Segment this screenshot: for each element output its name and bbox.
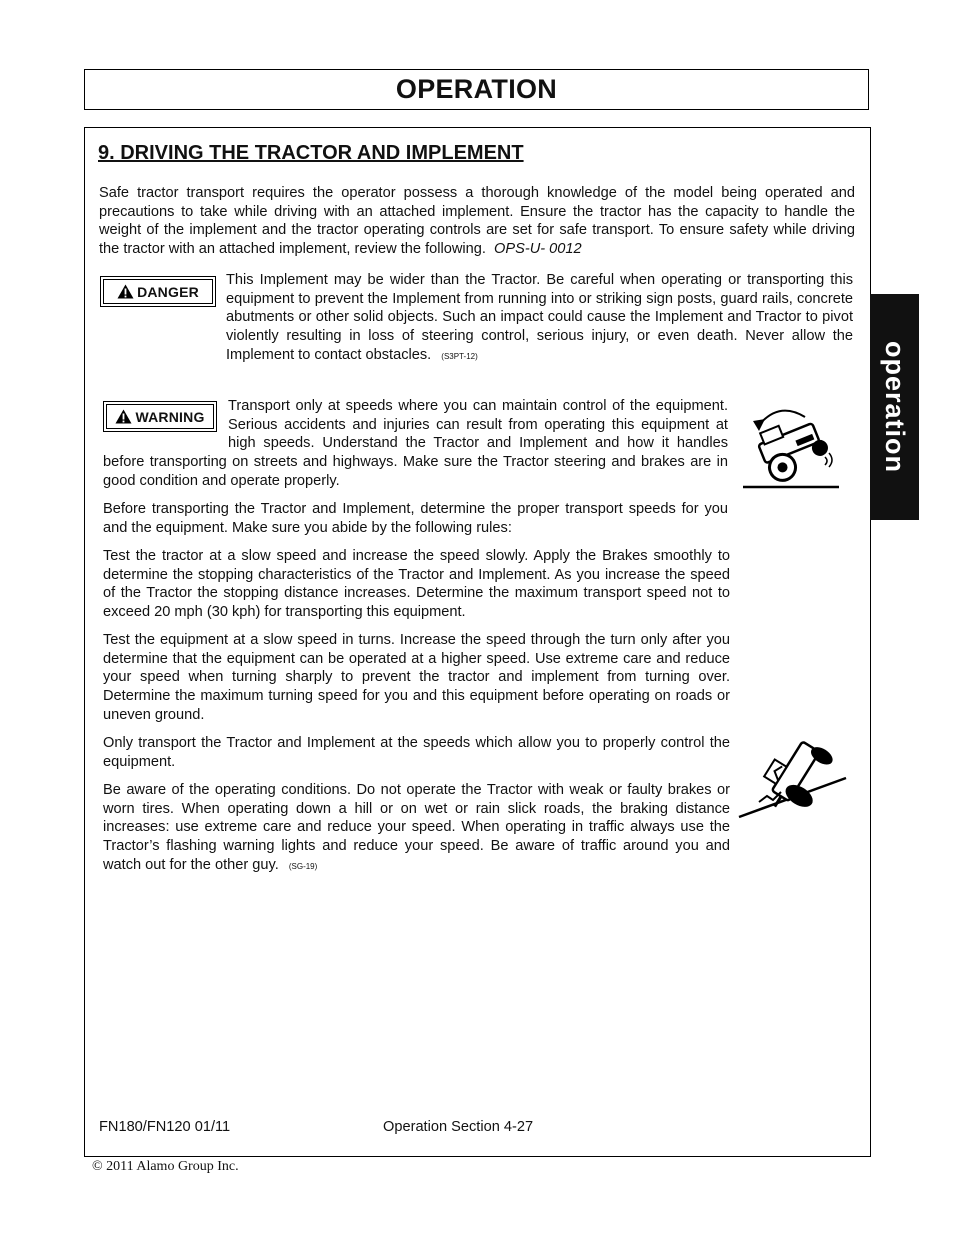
footer-model-date: FN180/FN120 01/11 <box>99 1119 231 1135</box>
danger-triangle-icon <box>117 284 134 299</box>
section-side-tab <box>870 294 919 520</box>
copyright-notice: © 2011 Alamo Group Inc. <box>92 1159 239 1174</box>
warning-float-spacer <box>103 397 228 453</box>
paragraph-1: Before transporting the Tractor and Implement, determine the proper transport speeds for you and the equipment. Make sure you abide by the following rules: <box>103 501 728 536</box>
danger-badge <box>100 276 216 307</box>
danger-paragraph <box>226 271 853 367</box>
paragraph-5-text: Be aware of the operating conditions. Do not operate the Tractor with weak or faulty brakes or worn tires. When operating down a hill or on wet or rain slick roads, the braking distance increases: use extreme care and reduce your speed. When operating in traffic always use the Tractor’s flashing warning lights and reduce your speed. Be aware of traffic around you and watch out for the other guy. <box>103 782 730 873</box>
danger-text: This Implement may be wider than the Tractor. Be careful when operating or transporting this equipment to prevent the Implement from running into or striking sign posts, guard rails, concrete abutments or other solid objects. Such an impact could cause the Implement and Tractor to pivot violently resulting in loss of steering control, serious injury, or even death. Never allow the Implement to contact obstacles. <box>226 272 853 363</box>
section-title: 9. DRIVING THE TRACTOR AND IMPLEMENT <box>98 142 524 164</box>
paragraph-4: Only transport the Tractor and Implement at the speeds which allow you to properly control the equipment. <box>103 735 730 770</box>
danger-badge-inner <box>103 279 213 304</box>
intro-code: OPS-U- 0012 <box>494 241 582 258</box>
intro-paragraph <box>99 184 855 259</box>
intro-text: Safe tractor transport requires the operator possess a thorough knowledge of the model being operated and precautions to take while driving with an attached implement. Ensure the tractor has the capacity to handle the weight of the implement and the tractor operating controls are set for safe transport. To ensure safety while driving the tractor with an attached implement, review the following. <box>99 185 855 258</box>
danger-code: (S3PT-12) <box>441 351 478 361</box>
danger-badge-label: DANGER <box>137 283 199 300</box>
tractor-backflip-illustration <box>737 716 849 820</box>
tractor-rollover-illustration <box>739 403 845 489</box>
warning-paragraph <box>103 397 728 491</box>
footer-page-section: Operation Section 4-27 <box>383 1119 534 1135</box>
warning-badge-label: WARNING <box>135 408 205 425</box>
side-tab-label: operation <box>880 340 910 473</box>
page-header-title: OPERATION <box>395 74 558 104</box>
paragraph-5-code: (SG-19) <box>288 861 318 871</box>
paragraph-2: Test the tractor at a slow speed and increase the speed slowly. Apply the Brakes smoothly to determine the stopping characteristics of the Tractor and Implement. As you increase the speed of the Tractor the stopping distance increases. Determine the maximum transport speed not to exceed 20 mph (30 kph) for transporting this equipment. <box>103 548 730 621</box>
paragraph-3: Test the equipment at a slow speed in turns. Increase the speed through the turn only after you determine that the equipment can be operated at a higher speed. Use extreme care and reduce your speed when turning sharply to prevent the tractor and implement from turning over. Determine the maximum turning speed for you and this equipment before operating on roads or uneven ground. <box>103 632 730 723</box>
header-box <box>84 69 869 110</box>
paragraph-5 <box>103 781 730 877</box>
warning-text: Transport only at speeds where you can maintain control of the equipment. Serious accidents and injuries can result from operating this equipment at high speeds. Understand the Tractor and Implement and how it handles before transporting on streets and highways. Make sure the Tractor steering and brakes are in good condition and operate properly. <box>103 398 728 489</box>
